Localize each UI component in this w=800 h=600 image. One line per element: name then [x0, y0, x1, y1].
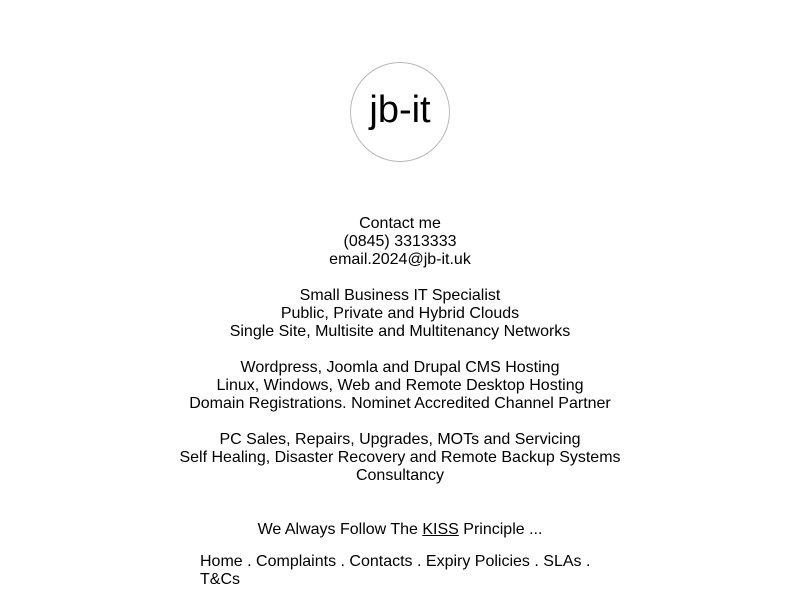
footer-link-contacts[interactable]: Contacts [349, 553, 413, 570]
footer-link-expiry-policies[interactable]: Expiry Policies [425, 553, 530, 570]
info-block [0, 215, 800, 485]
spacer [0, 341, 800, 359]
service-line: Wordpress, Joomla and Drupal CMS Hosting [240, 359, 560, 376]
footer-nav [200, 553, 600, 589]
footer-link-home[interactable]: Home [200, 553, 243, 570]
service-line: Self Healing, Disaster Recovery and Remote Backup Systems [179, 449, 621, 466]
footer-separator: . [529, 553, 544, 570]
footer-link-terms[interactable]: T&Cs [200, 571, 240, 588]
logo [350, 62, 450, 162]
kiss-prefix: We Always Follow The [257, 521, 423, 538]
footer-separator: . [581, 553, 591, 570]
kiss-link[interactable]: KISS [422, 521, 459, 538]
kiss-statement [0, 521, 800, 539]
contact-email: email.2024@jb-it.uk [329, 251, 471, 268]
footer-link-slas[interactable]: SLAs [543, 553, 582, 570]
footer-separator: . [242, 553, 257, 570]
service-line: Consultancy [355, 467, 445, 484]
service-line: Domain Registrations. Nominet Accredited Channel Partner [189, 395, 611, 412]
spacer [0, 269, 800, 287]
contact-heading: Contact me [359, 215, 441, 232]
service-line: Small Business IT Specialist [299, 287, 501, 304]
spacer [0, 413, 800, 431]
footer-separator: . [336, 553, 350, 570]
contact-phone: (0845) 3313333 [343, 233, 457, 250]
service-line: Linux, Windows, Web and Remote Desktop Hosting [216, 377, 584, 394]
footer-separator: . [412, 553, 426, 570]
footer-link-complaints[interactable]: Complaints [256, 553, 337, 570]
service-line: Single Site, Multisite and Multitenancy Networks [229, 323, 571, 340]
logo-text: jb-it [369, 89, 431, 131]
service-line: PC Sales, Repairs, Upgrades, MOTs and Servicing [219, 431, 581, 448]
kiss-suffix: Principle ... [458, 521, 543, 538]
service-line: Public, Private and Hybrid Clouds [280, 305, 520, 322]
